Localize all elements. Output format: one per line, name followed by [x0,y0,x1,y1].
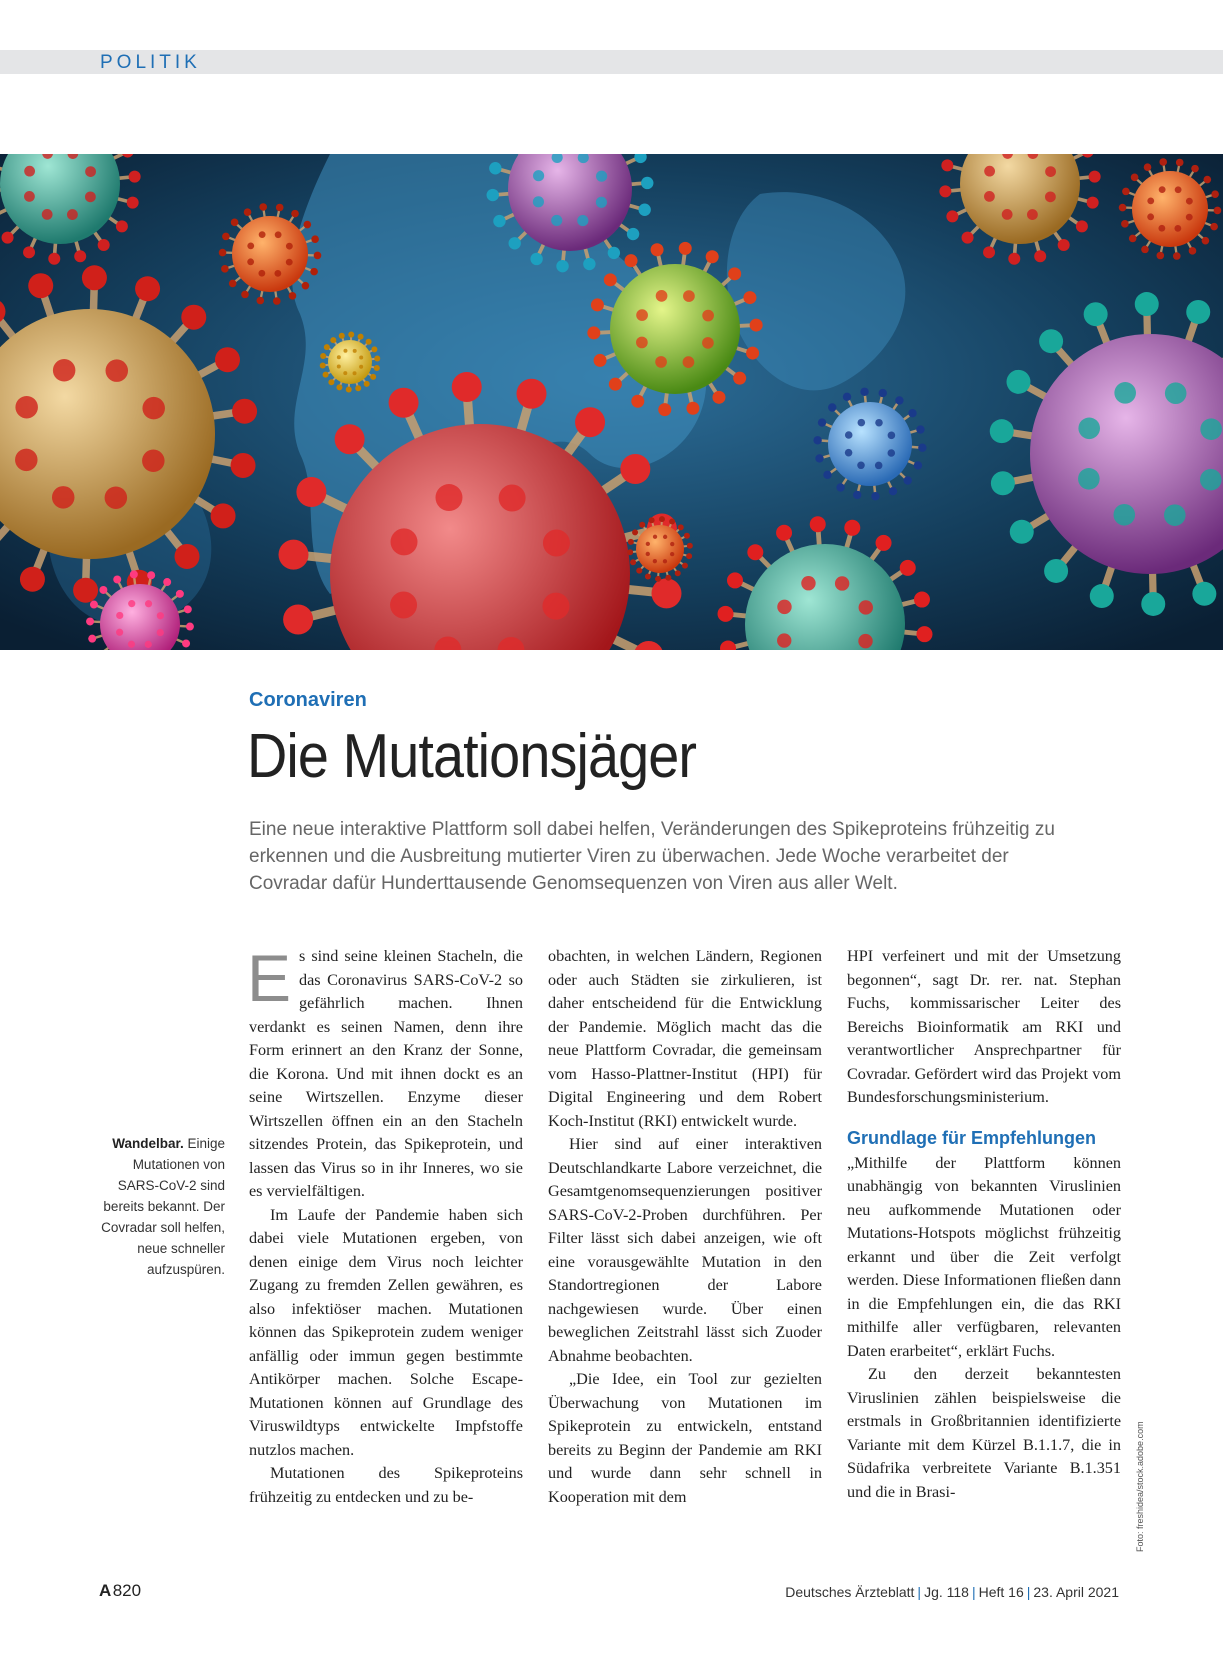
section-label: POLITIK [100,52,201,73]
coronavirus-image [0,154,1223,650]
paragraph-2: Im Laufe der Pandemie haben sich dabei viele Mutationen ergeben, von denen einige dem Virus noch leichter Zugang zu fremden Zellen gewähren, es also infektiöser machen. Mutationen können das Spikeprotein zudem weniger anfällig oder immun gegen bestimmte Antikörper machen. Solche Escape-Mutationen können auf Grundlage des Viruswildtyps entwickelte Impfstoffe nutzlos machen. [249,1205,523,1459]
image-caption [95,1133,225,1280]
article-headline: Die Mutationsjäger [247,722,697,791]
paragraph-7: Zu den derzeit bekanntesten Viruslinien zählen beispielsweise die erstmals in Großbritannien identifizierte Variante mit dem Kürzel B.1.1.7, die in Südafrika verbreitete Variante B.1.351 und die in Brasi- [847,1365,1121,1501]
article-kicker: Coronaviren [249,689,367,711]
paragraph-3a: Mutationen des Spikeproteins frühzeitig zu entdecken und zu be- [249,1464,523,1506]
journal-name: Deutsches Ärzteblatt [785,1584,915,1600]
paragraph-5b: HPI verfeinert und mit der Umsetzung begonnen“, sagt Dr. rer. nat. Stephan Fuchs, kommissarischer Leiter des Bereichs Bioinformatik am RKI und verantwortlicher Ansprechpartner für Covradar. Gefördert wird das Projekt vom Bundesforschungsministerium. [847,947,1121,1106]
journal-date: 23. April 2021 [1033,1584,1119,1600]
journal-volume: Jg. 118 [924,1584,969,1600]
dropcap: E [247,941,292,1015]
paragraph-3b: obachten, in welchen Ländern, Regionen oder auch Städten sie zirkulieren, ist daher entscheidend für die Entwicklung der Pandemie. Möglich macht das die neue Plattform Covradar, die gemeinsam vom Hasso-Plattner-Institut (HPI) für Digital Engineering und dem Robert Koch-Institut (RKI) entwickelt wurde. [548,947,822,1130]
paragraph-4: Hier sind auf einer interaktiven Deutschlandkarte Labore verzeichnet, die Gesamtgenomsequenzierungen positiver SARS-CoV-2-Proben durchführen. Per Filter lässt sich dabei anzeigen, wie oft eine vorausgewählte Mutation in den Standortregionen der Labore nachgewiesen wurde. Über einen beweglichen Zeitstrahl lässt sich Zuoder Abnahme beobachten. [548,1135,822,1365]
caption-bold: Wandelbar. [112,1136,184,1151]
journal-issue: Heft 16 [978,1584,1024,1600]
paragraph-6: „Mithilfe der Plattform können unabhängig von bekannten Viruslinien neu aufkommende Mutationen oder Mutations-Hotspots möglichst frühzeitig erkannt und über die Zeit verfolgt werden. Diese Informationen fließen dann in die Empfehlungen ein, die das RKI mithilfe aller verfügbaren, relevanten Daten erarbeitet“, erklärt Fuchs. [847,1153,1121,1360]
article-column-3 [847,945,1121,1504]
article-column-1 [247,941,523,1509]
journal-footer: Deutsches Ärzteblatt | Jg. 118 | Heft 16 | 23. April 2021 [785,1584,1119,1600]
page-prefix: A [99,1581,112,1600]
subheading: Grundlage für Empfehlungen [847,1127,1097,1148]
paragraph-1: s sind seine kleinen Stacheln, die das Coronavirus SARS-CoV-2 so gefährlich machen. Ihnen verdankt es seinen Namen, denn ihre Form erinnert an den Kranz der Sonne, die Korona. Und mit ihnen dockt es an seine Wirtszellen. Enzyme dieser Wirtszellen öffnen ein an den Stacheln sitzendes Protein, das Spikeprotein, und lassen das Virus so in ihr Inneres, wo sie es vervielfältigen. [249,947,523,1200]
article-lead: Eine neue interaktive Plattform soll dabei helfen, Veränderungen des Spikeproteins frühzeitig zu erkennen und die Ausbreitung mutierter Viren zu überwachen. Jede Woche verarbeitet der Covradar dafür Hunderttausende Genomsequenzen von Viren aus aller Welt. [249,819,1055,894]
photo-credit: Foto: freshidea/stock.adobe.com [1135,1421,1145,1552]
page-number-value: 820 [112,1581,142,1600]
page-number [99,1581,141,1601]
caption-text: Einige Mutationen von SARS-CoV-2 sind bereits bekannt. Der Covradar soll helfen, neue schneller aufzuspüren. [101,1136,225,1277]
article-column-2 [548,945,822,1509]
virus-illustration [0,154,1223,650]
paragraph-5a: „Die Idee, ein Tool zur gezielten Überwachung von Mutationen im Spikeprotein zu entwickeln, entstand bereits zu Beginn der Pandemie am RKI und wurde dann sehr schnell in Kooperation mit dem [548,1370,822,1506]
